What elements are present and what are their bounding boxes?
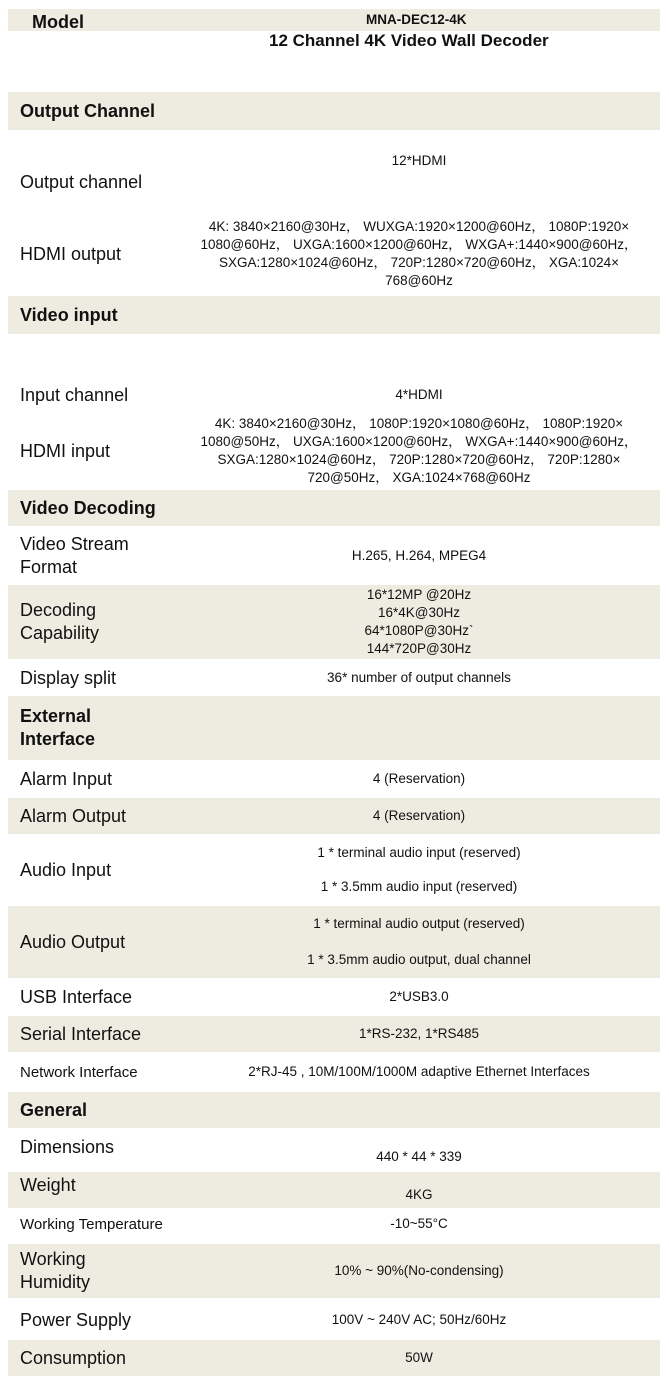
- value-line: 16*4K@30Hz: [377, 605, 460, 620]
- row-value: [178, 906, 660, 978]
- model-label: Model: [32, 12, 84, 32]
- row-label: Network Interface: [20, 1063, 138, 1081]
- row-value: [178, 836, 660, 904]
- row-label: HDMI output: [20, 243, 122, 264]
- row-label: Audio Input: [20, 859, 112, 880]
- label-line: Format: [20, 557, 78, 577]
- section-heading: Video input: [20, 304, 118, 325]
- value-line: 1080@60Hz， UXGA:1600×1200@60Hz， WXGA+:1440×900@60Hz，: [200, 237, 638, 252]
- row-label: Power Supply: [20, 1309, 132, 1330]
- value-line: 720@50Hz， XGA:1024×768@60Hz: [307, 470, 531, 485]
- row-value: [178, 585, 660, 659]
- row-value: 36* number of output channels: [327, 670, 511, 685]
- row-dimensions: [8, 1130, 660, 1170]
- section-video-input: [8, 296, 660, 334]
- row-value: 4 (Reservation): [372, 771, 466, 786]
- label-line: Working: [20, 1249, 86, 1269]
- row-value: [178, 214, 660, 294]
- value-line: 1080@50Hz， UXGA:1600×1200@60Hz， WXGA+:1440×900@60Hz，: [200, 434, 638, 449]
- label-line: Decoding: [20, 600, 97, 620]
- section-external-interface: [8, 696, 660, 760]
- heading-line: External: [20, 706, 92, 726]
- row-value: 10% ~ 90%(No-condensing): [334, 1263, 504, 1278]
- row-value: 12*HDMI: [391, 153, 447, 168]
- row-label: [8, 585, 178, 659]
- row-hdmi-output: [8, 214, 660, 294]
- row-usb-interface: [8, 980, 660, 1014]
- row-serial-interface: [8, 1016, 660, 1052]
- label-line: Video Stream: [20, 534, 129, 554]
- value-line: 1 * 3.5mm audio input (reserved): [320, 879, 518, 894]
- row-working-humidity: [8, 1244, 660, 1298]
- row-output-channel: [8, 142, 660, 202]
- row-label: USB Interface: [20, 986, 133, 1007]
- row-video-stream-format: [8, 530, 660, 582]
- row-value: [178, 413, 660, 489]
- value-line: 4K: 3840×2160@30Hz， WUXGA:1920×1200@60Hz， 1080P:1920×: [208, 219, 630, 234]
- row-decoding-capability: [8, 585, 660, 659]
- label-line: Humidity: [20, 1272, 91, 1292]
- model-number: MNA-DEC12-4K: [366, 12, 467, 27]
- row-label: Audio Output: [20, 931, 126, 952]
- heading-line: Interface: [20, 729, 96, 749]
- row-label: HDMI input: [20, 440, 111, 461]
- row-value: 50W: [405, 1350, 433, 1365]
- value-line: 768@60Hz: [385, 273, 453, 288]
- model-header-row: [8, 9, 660, 31]
- value-line: SXGA:1280×1024@60Hz， 720P:1280×720@60Hz， 720P:1280×: [217, 452, 621, 467]
- row-value: 440 * 44 * 339: [376, 1149, 462, 1164]
- value-line: SXGA:1280×1024@60Hz， 720P:1280×720@60Hz， XGA:1024×: [218, 255, 620, 270]
- row-alarm-input: [8, 762, 660, 796]
- row-hdmi-input: [8, 413, 660, 489]
- label-line: Capability: [20, 623, 100, 643]
- value-line: 1 * 3.5mm audio output, dual channel: [307, 952, 531, 967]
- section-video-decoding: [8, 490, 660, 526]
- row-label: [8, 530, 178, 582]
- row-weight: [8, 1172, 660, 1208]
- row-label: Alarm Input: [20, 768, 113, 789]
- row-audio-input: [8, 836, 660, 904]
- row-power-supply: [8, 1302, 660, 1338]
- row-input-channel: [8, 380, 660, 410]
- section-heading: Video Decoding: [20, 497, 156, 518]
- row-value: -10~55°C: [390, 1216, 448, 1231]
- row-label: Display split: [20, 667, 117, 688]
- row-network-interface: [8, 1054, 660, 1090]
- value-line: 144*720P@30Hz: [366, 641, 472, 656]
- row-value: H.265, H.264, MPEG4: [351, 548, 487, 563]
- row-value: 4 (Reservation): [372, 808, 466, 823]
- row-display-split: [8, 662, 660, 694]
- row-label: Dimensions: [20, 1137, 115, 1157]
- row-value: 2*RJ-45 , 10M/100M/1000M adaptive Ethernet Interfaces: [248, 1064, 590, 1079]
- row-alarm-output: [8, 798, 660, 834]
- section-heading: [8, 696, 178, 760]
- row-label: Weight: [20, 1175, 76, 1195]
- row-value: 2*USB3.0: [389, 989, 449, 1004]
- row-label: Serial Interface: [20, 1023, 142, 1044]
- section-output-channel: [8, 92, 660, 130]
- product-title: [0, 31, 669, 51]
- product-title-text: 12 Channel 4K Video Wall Decoder: [269, 31, 549, 50]
- row-working-temperature: [8, 1208, 660, 1240]
- row-label: [8, 1244, 178, 1298]
- value-line: 4K: 3840×2160@30Hz， 1080P:1920×1080@60Hz， 1080P:1920×: [214, 416, 624, 431]
- section-heading: General: [20, 1099, 88, 1120]
- value-line: 1 * terminal audio input (reserved): [317, 845, 521, 860]
- row-value: 100V ~ 240V AC; 50Hz/60Hz: [331, 1312, 507, 1327]
- row-audio-output: [8, 906, 660, 978]
- value-line: 16*12MP @20Hz: [366, 587, 472, 602]
- value-line: 64*1080P@30Hz`: [364, 623, 474, 638]
- row-label: Consumption: [20, 1347, 127, 1368]
- section-heading: Output Channel: [20, 100, 155, 121]
- row-label: Input channel: [20, 384, 129, 405]
- row-value: 1*RS-232, 1*RS485: [358, 1026, 480, 1041]
- row-label: Alarm Output: [20, 805, 127, 826]
- row-label: Output channel: [20, 172, 143, 192]
- row-consumption: [8, 1340, 660, 1376]
- row-value: 4*HDMI: [395, 387, 443, 402]
- section-general: [8, 1092, 660, 1128]
- value-line: 1 * terminal audio output (reserved): [313, 916, 525, 931]
- row-label: Working Temperature: [20, 1215, 163, 1233]
- row-value: 4KG: [405, 1187, 433, 1202]
